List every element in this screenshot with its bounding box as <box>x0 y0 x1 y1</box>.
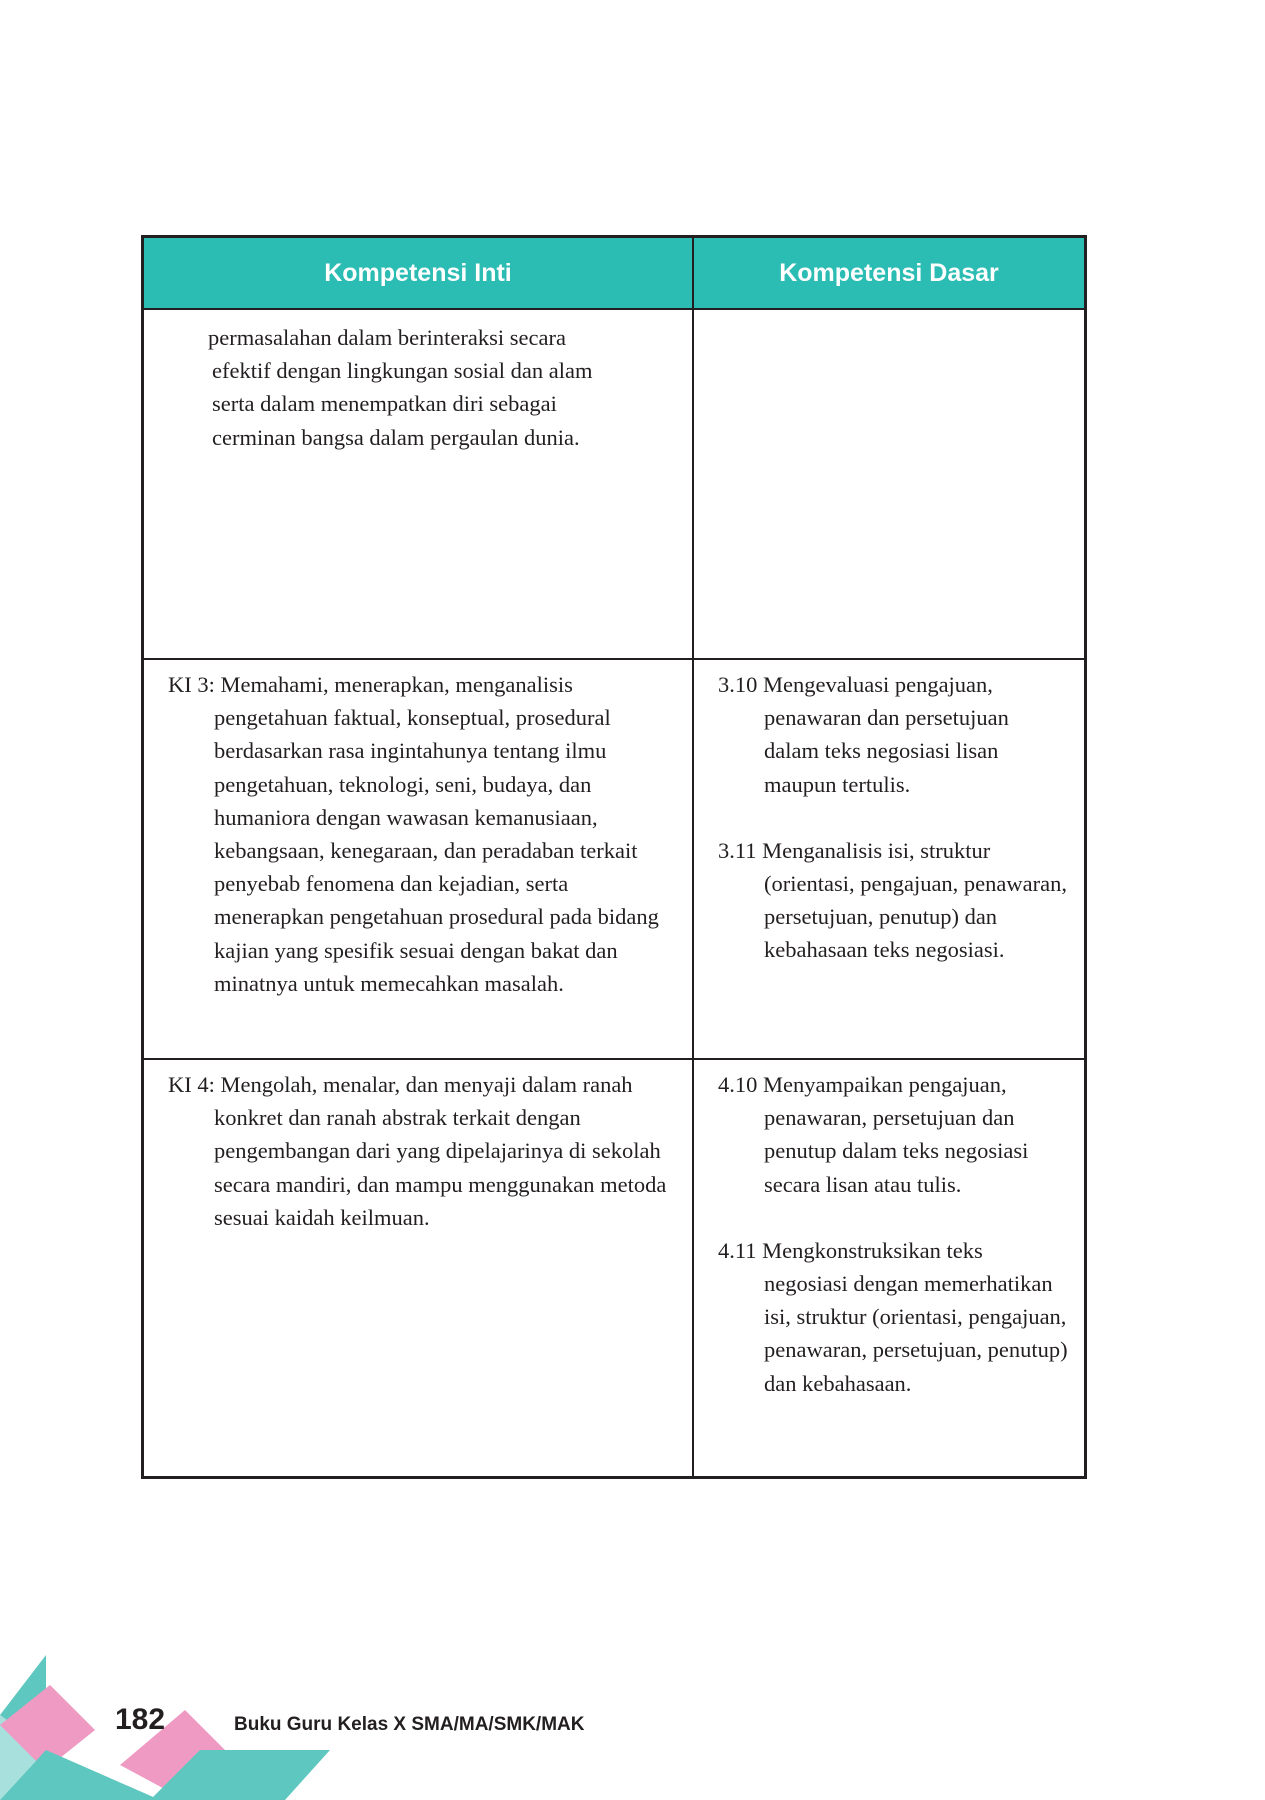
kd-list <box>718 1068 1068 1400</box>
table-row <box>144 1058 1084 1476</box>
page-number: 182 <box>115 1703 166 1736</box>
ki-4-text: KI 4: Mengolah, menalar, dan menyaji dalam ranah konkret dan ranah abstrak terkait dengan pengembangan dari yang dipelajarinya di sekolah secara mandiri, dan mampu menggunakan metoda sesuai kaidah keilmuan. <box>168 1072 667 1230</box>
header-kompetensi-dasar: Kompetensi Dasar <box>779 258 999 287</box>
kd-4-10: 4.10 Menyampaikan pengajuan, penawaran, persetujuan dan penutup dalam teks negosiasi secara lisan atau tulis. <box>718 1072 1029 1197</box>
book-title: Buku Guru Kelas X SMA/MA/SMK/MAK <box>234 1714 585 1735</box>
ki-line: cerminan bangsa dalam pergaulan dunia. <box>212 424 580 450</box>
competency-table <box>141 235 1087 1479</box>
kd-cell-empty <box>694 310 1084 658</box>
table-row <box>144 658 1084 1058</box>
kd-list <box>718 668 1068 967</box>
ki-cell <box>144 1060 694 1476</box>
table-row <box>144 308 1084 658</box>
ki-line: serta dalam menempatkan diri sebagai <box>212 391 557 417</box>
kd-cell <box>694 660 1084 1058</box>
ki-cell <box>144 660 694 1058</box>
ki-3-text: KI 3: Memahami, menerapkan, menganalisis pengetahuan faktual, konseptual, prosedural berdasarkan rasa ingintahunya tentang ilmu pengetahuan, teknologi, seni, budaya, dan humaniora dengan wawasan kemanusiaan, kebangsaan, kenegaraan, dan peradaban terkait penyebab fenomena dan kejadian, serta menerapkan pengetahuan prosedural pada bidang kajian yang spesifik sesuai dengan bakat dan minatnya untuk memecahkan masalah. <box>168 672 659 996</box>
ki-line: efektif dengan lingkungan sosial dan alam <box>212 358 593 384</box>
kd-4-11: 4.11 Mengkonstruksikan teks negosiasi dengan memerhatikan isi, struktur (orientasi, pengajuan, penawaran, persetujuan, penutup) dan kebahasaan. <box>718 1237 1068 1396</box>
kd-cell <box>694 1060 1084 1476</box>
table-header <box>144 238 1084 308</box>
ki-line: permasalahan dalam berinteraksi secara <box>208 325 566 350</box>
ki-continuation-text <box>208 321 672 454</box>
kd-3-10: 3.10 Mengevaluasi pengajuan, penawaran dan persetujuan dalam teks negosiasi lisan maupun tertulis. <box>718 672 1009 797</box>
ki-cell <box>144 310 694 658</box>
kd-3-11: 3.11 Menganalisis isi, struktur (orientasi, pengajuan, penawaran, persetujuan, penutup) dan kebahasaan teks negosiasi. <box>718 837 1067 963</box>
header-kompetensi-inti: Kompetensi Inti <box>144 238 694 308</box>
